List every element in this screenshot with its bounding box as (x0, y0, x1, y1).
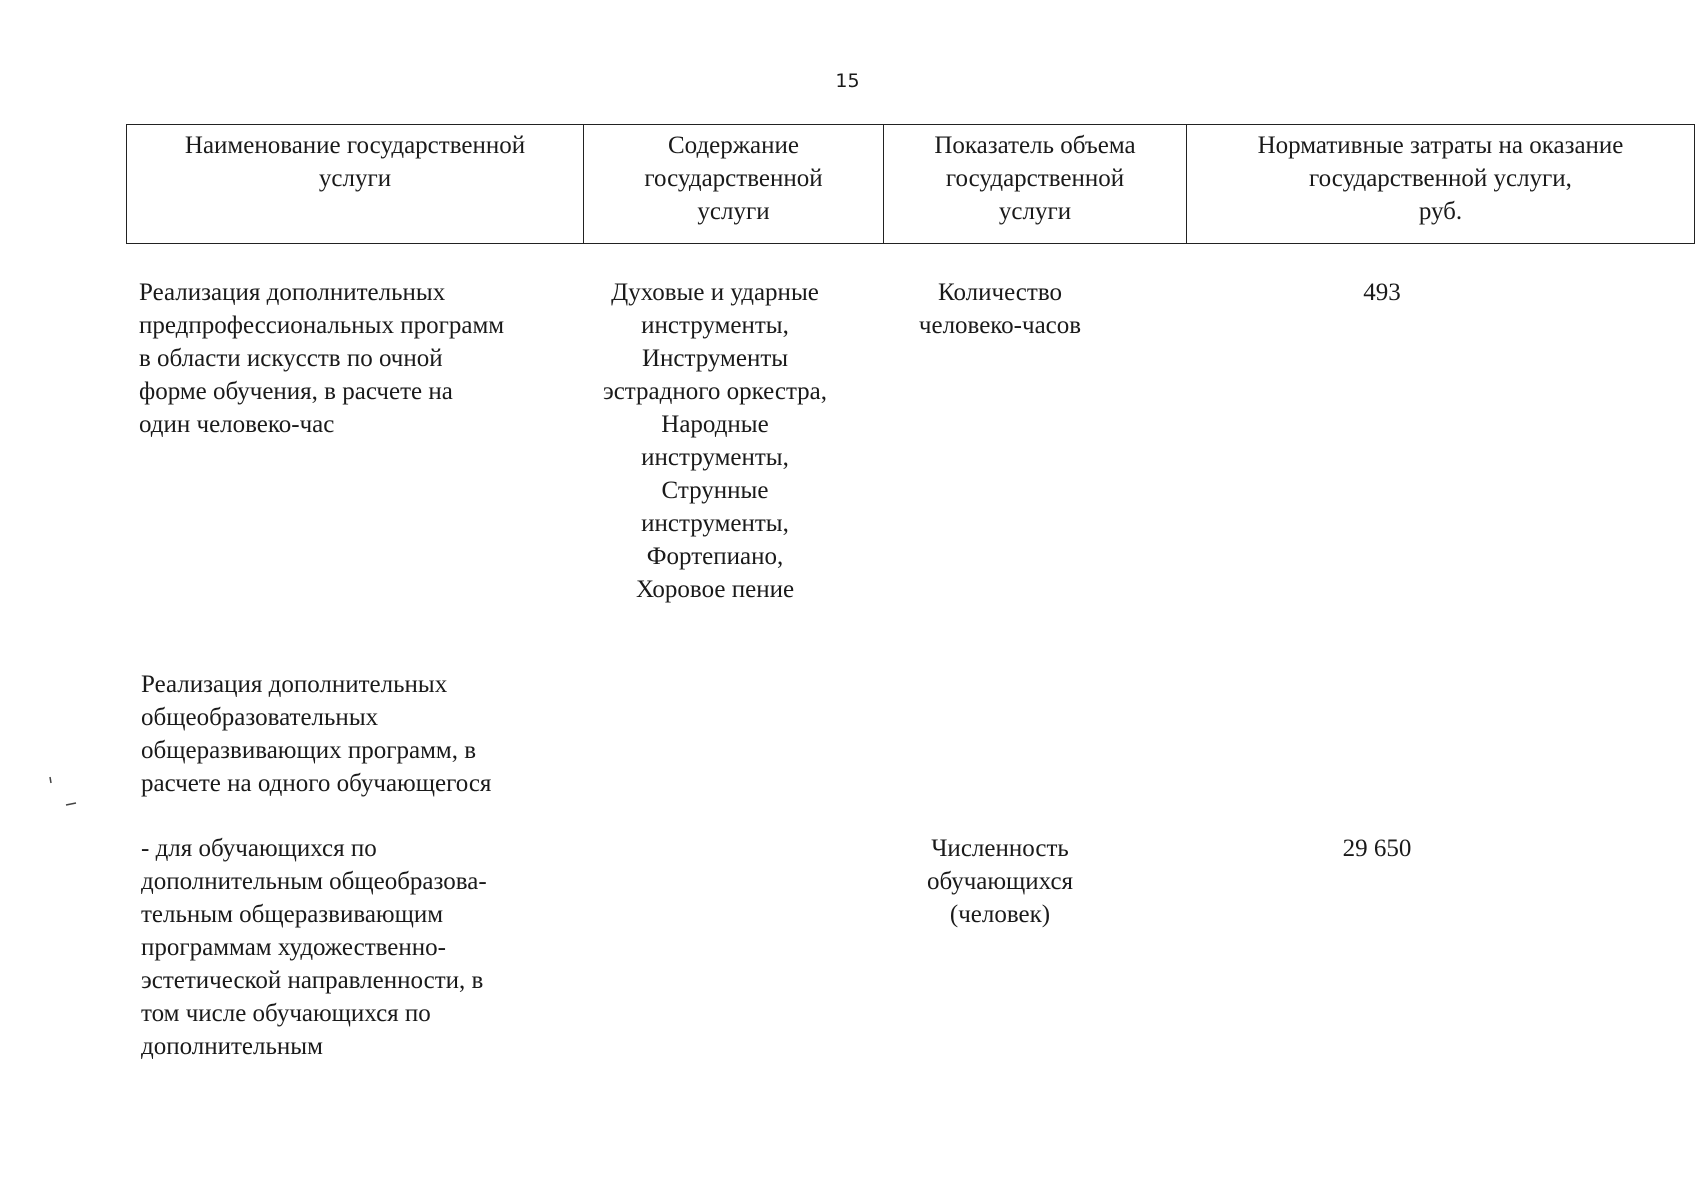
header-volume-indicator: Показатель объема государственной услуги (884, 125, 1187, 244)
header-service-content: Содержание государственной услуги (584, 125, 884, 244)
row1-cost: 493 (1363, 279, 1401, 306)
row2-service-name: Реализация дополнительных общеобразовательных общеразвивающих программ, в расчете на одного обучающегося (141, 671, 492, 797)
row1-indicator: Количество человеко-часов (918, 279, 1082, 339)
table-header (126, 124, 1695, 244)
header-normative-cost: Нормативные затраты на оказание государственной услуги, руб. (1187, 125, 1695, 244)
table-header-row (127, 125, 1695, 244)
row3-service-name: - для обучающихся по дополнительным общеобразова- тельным общеразвивающим программам художественно- эстетической направленности, в том числе обучающихся по дополнительным (141, 835, 487, 1060)
row3-indicator: Численность обучающихся (человек) (926, 835, 1074, 928)
scan-artifact (44, 775, 84, 815)
row1-content: Духовые и ударные инструменты, Инструменты эстрадного оркестра, Народные инструменты, Струнные инструменты, Фортепиано, Хоровое пение (602, 279, 828, 603)
row1-service-name: Реализация дополнительных предпрофессиональных программ в области искусств по очной форме обучения, в расчете на один человеко-час (139, 279, 505, 438)
page-number: 15 (835, 70, 860, 92)
row3-cost: 29 650 (1342, 835, 1412, 862)
header-service-name: Наименование государственной услуги (127, 125, 584, 244)
